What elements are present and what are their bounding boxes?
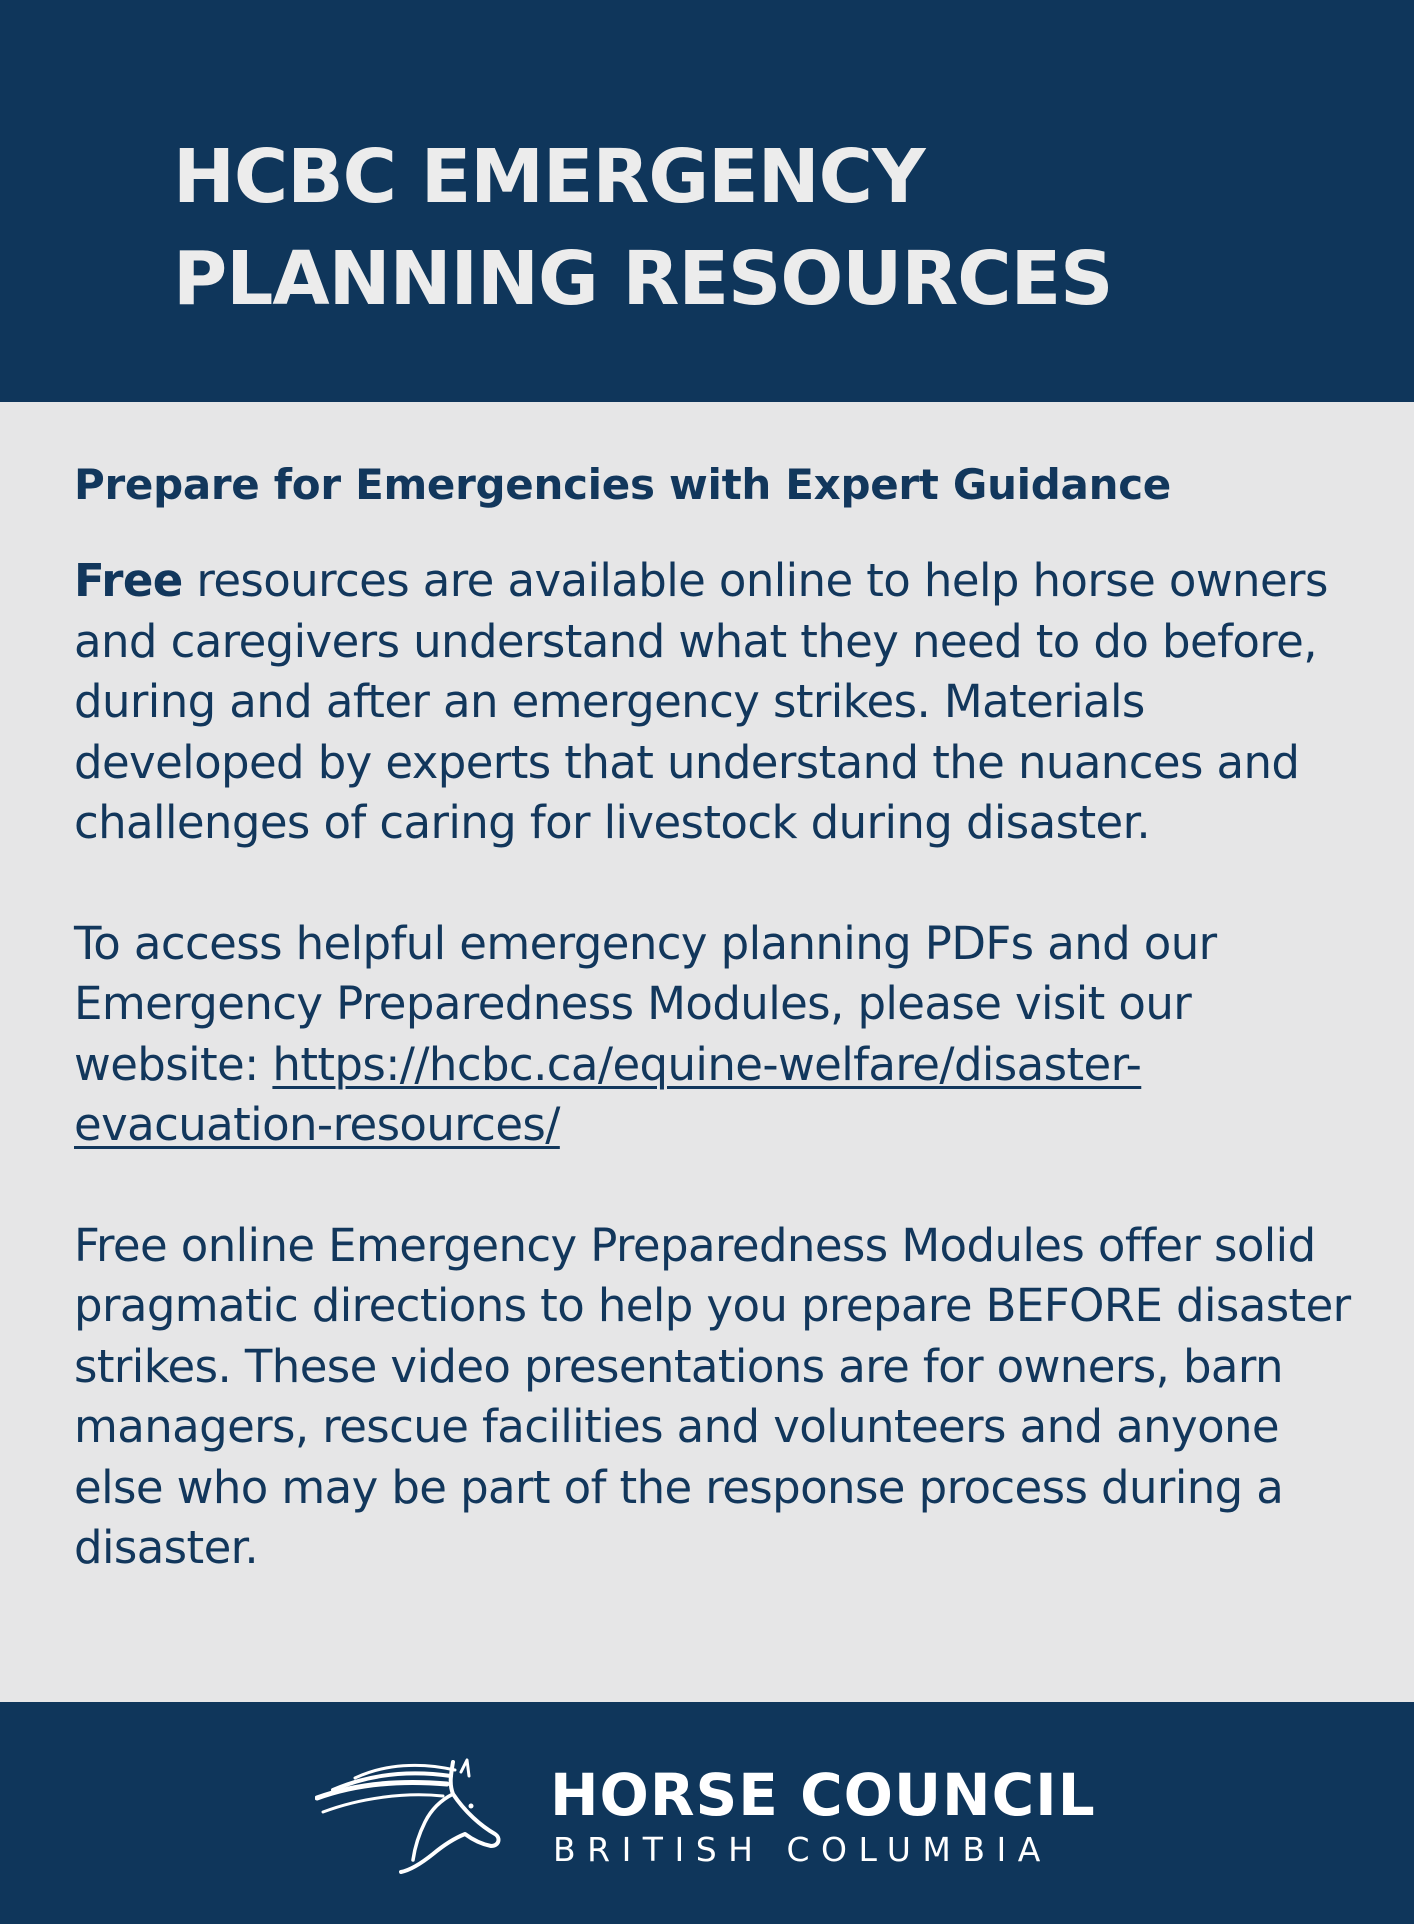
section-subtitle: Prepare for Emergencies with Expert Guidance — [74, 460, 1171, 509]
logo-name: HORSE COUNCIL — [550, 1761, 1096, 1829]
resources-link[interactable]: https://hcbc.ca/equine-welfare/disaster-evacuation-resources/ — [74, 1037, 1142, 1151]
hcbc-logo — [315, 1754, 1115, 1874]
main-content — [74, 452, 1354, 1579]
footer-banner — [0, 1702, 1414, 1924]
access-text: To access helpful emergency planning PDFs and our Emergency Preparedness Modules, please visit our website: — [74, 916, 1217, 1091]
access-paragraph — [74, 914, 1354, 1156]
page-title — [173, 126, 1323, 330]
header-banner — [0, 0, 1414, 402]
horse-head-icon — [315, 1754, 505, 1874]
title-line-2: PLANNING RESOURCES — [173, 236, 1113, 322]
modules-paragraph: Free online Emergency Preparedness Modules offer solid pragmatic directions to help you prepare BEFORE disaster strikes. These video presentations are for owners, barn managers, rescue facilities and volunteers and anyone else who may be part of the response process during a disaster. — [74, 1218, 1351, 1574]
intro-paragraph — [74, 551, 1354, 854]
title-line-1: HCBC EMERGENCY — [173, 134, 925, 220]
logo-region: BRITISH COLUMBIA — [553, 1830, 1052, 1869]
free-emphasis: Free — [74, 554, 183, 607]
intro-text: resources are available online to help horse owners and caregivers understand what they need to do before, during and after an emergency strikes. Materials developed by experts that understand the nuances and challenges of caring for livestock during disaster. — [74, 554, 1328, 849]
